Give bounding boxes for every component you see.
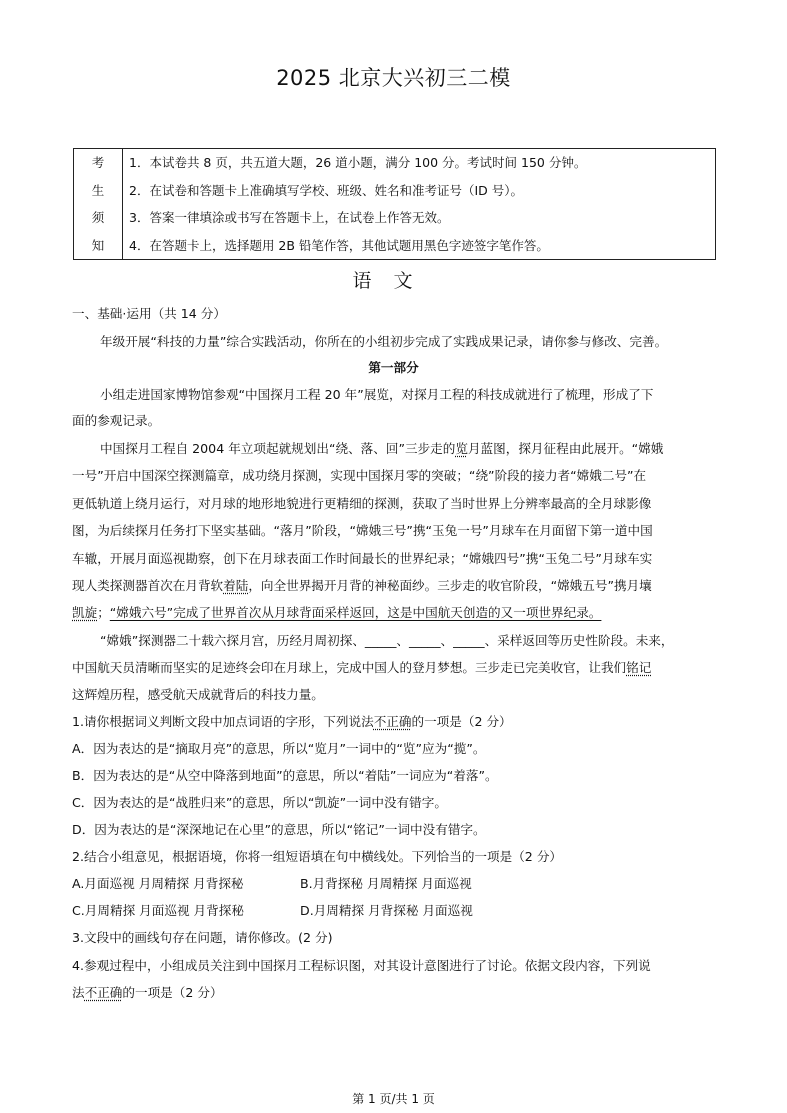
question-4-stem-line	[72, 983, 223, 1003]
part-title: 第一部分	[368, 360, 419, 375]
question-2-option-a: A.月面巡视 月周精探 月背探秘	[72, 876, 244, 891]
paragraph-line	[72, 658, 651, 678]
text-span: 1.请你根据词义判断文段中加点词语的字形，下列说法	[72, 714, 374, 729]
question-1-option-b: B．因为表达的是“从空中降落到地面”的意思，所以“着陆”一词应为“着落”。	[72, 768, 498, 783]
notice-item: 3．答案一律填涂或书写在答题卡上，在试卷上作答无效。	[129, 210, 450, 225]
text-span: 中国探月工程自 2004 年立项起就规划出“绕、落、回”三步走的	[100, 441, 456, 456]
page-footer: 第 1 页/共 1 页	[352, 1092, 435, 1106]
paragraph-line	[72, 576, 652, 596]
paragraph-line: 车辙，开展月面巡视勘察，创下在月球表面工作时间最长的世界纪录；“嫦娥四号”携“玉兔二号”月球车实	[72, 551, 653, 566]
question-1-stem	[72, 712, 512, 732]
dotted-word: 不正确	[373, 714, 412, 729]
question-2-option-b: B.月背探秘 月周精探 月面巡视	[300, 876, 472, 891]
notice-item: 1．本试卷共 8 页，共五道大题，26 道小题，满分 100 分。考试时间 150 分钟。	[129, 155, 587, 170]
question-2-options-row	[72, 901, 572, 921]
notice-side-char: 考	[91, 155, 105, 170]
text-span: 法	[72, 985, 85, 1000]
question-1-option-d: D．因为表达的是“深深地记在心里”的意思，所以“铭记”一词中没有错字。	[72, 822, 486, 837]
text-span: 中国航天员清晰而坚实的足迹终会印在月球上，完成中国人的登月梦想。三步走已完美收官，让我们	[72, 660, 627, 675]
notice-item: 2．在试卷和答题卡上准确填写学校、班级、姓名和准考证号（ID 号）。	[129, 182, 523, 198]
notice-items	[123, 149, 716, 260]
paragraph-line: 小组走进国家博物馆参观“中国探月工程 20 年”展览，对探月工程的科技成就进行了梳理，形成了下	[100, 387, 654, 402]
paragraph-line: 图，为后续探月任务打下坚实基础。“落月”阶段，“嫦娥三号”携“玉兔一号”月球车在月面留下第一道中国	[72, 523, 653, 538]
page-title: 2025 北京大兴初三二模	[276, 66, 511, 90]
dotted-word: 不正确	[84, 985, 123, 1000]
notice-side-char: 知	[91, 237, 105, 253]
notice-side-char: 须	[91, 210, 105, 225]
question-2-option-d: D.月周精探 月背探秘 月面巡视	[300, 903, 473, 918]
section-heading: 一、基础·运用（共 14 分）	[72, 306, 226, 321]
text-span: 的一项是（2 分）	[122, 985, 223, 1000]
dotted-word: 铭记	[626, 660, 652, 675]
text-span: 的一项是（2 分）	[411, 714, 512, 729]
paragraph-line: 面的参观记录。	[72, 413, 161, 428]
question-2-stem: 2.结合小组意见，根据语境，你将一组短语填在句中横线处。下列恰当的一项是（2 分）	[72, 849, 563, 864]
notice-table	[73, 148, 716, 260]
question-2-options-row	[72, 874, 572, 894]
paragraph-line: 更低轨道上绕月运行，对月球的地形地貌进行更精细的探测，获取了当时世界上分辨率最高的全月球影像	[72, 496, 652, 511]
notice-side-label	[74, 149, 123, 260]
dotted-word: 览	[455, 441, 468, 456]
question-4-stem-line: 4.参观过程中，小组成员关注到中国探月工程标识图，对其设计意图进行了讨论。依据文段内容，下列说	[72, 958, 651, 973]
paragraph-line	[72, 603, 601, 623]
text-span: ，向全世界揭开月背的神秘面纱。三步走的收官阶段，“嫦娥五号”携月壤	[248, 578, 652, 593]
dotted-word: 凯旋	[72, 605, 98, 620]
subject-title: 语文	[352, 270, 435, 292]
paragraph-line: 这辉煌历程，感受航天成就背后的科技力量。	[72, 687, 324, 702]
paragraph-line: 一号”开启中国深空探测篇章，成功绕月探测，实现中国探月零的突破；“绕”阶段的接力者“嫦娥二号”在	[72, 468, 647, 483]
text-span: ；	[97, 605, 110, 620]
paragraph-line: “嫦娥”探测器二十载六探月宫，历经月周初探、_____、_____、_____、采样返回等历史性阶段。未来，	[100, 633, 674, 648]
paragraph-line	[100, 439, 663, 459]
question-2-option-c: C.月周精探 月面巡视 月背探秘	[72, 903, 244, 918]
question-1-option-c: C．因为表达的是“战胜归来”的意思，所以“凯旋”一词中没有错字。	[72, 795, 447, 810]
underlined-sentence: “嫦娥六号”完成了世界首次从月球背面采样返回，这是中国航天创造的又一项世界纪录。	[109, 605, 602, 620]
notice-item: 4．在答题卡上，选择题用 2B 铅笔作答，其他试题用黑色字迹签字笔作答。	[129, 237, 549, 253]
notice-side-char: 生	[91, 182, 105, 198]
section-intro: 年级开展“科技的力量”综合实践活动，你所在的小组初步完成了实践成果记录，请你参与修改、完善。	[100, 334, 668, 349]
question-1-option-a: A．因为表达的是“摘取月亮”的意思，所以“览月”一词中的“览”应为“揽”。	[72, 741, 486, 756]
text-span: 现人类探测器首次在月背软	[72, 578, 224, 593]
dotted-word: 着陆	[223, 578, 249, 593]
text-span: 月蓝图，探月征程由此展开。“嫦娥	[467, 441, 664, 456]
question-3-stem: 3.文段中的画线句存在问题，请你修改。(2 分)	[72, 930, 333, 945]
